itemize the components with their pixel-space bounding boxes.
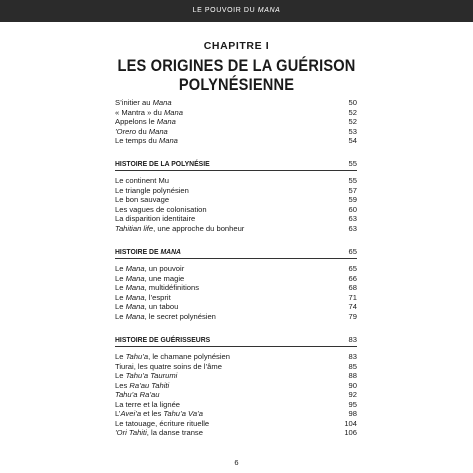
chapter-title-line-2: POLYNÉSIENNE [178,75,295,94]
running-header-text: LE POUVOIR DU [192,7,258,14]
toc-entry [115,205,357,215]
toc-entry [115,419,357,429]
toc-section-title: HISTOIRE DE MANA [115,247,181,256]
toc-section-mana [115,246,357,321]
toc-entry-title: Le tatouage, écriture rituelle [115,418,210,428]
toc-entry-page: 71 [348,292,357,302]
toc-entry-page: 74 [348,302,357,312]
toc-entry [115,98,357,108]
toc-entry [115,274,357,284]
toc-entry-title: Le Mana, l’esprit [115,292,171,302]
toc-entry [115,224,357,234]
toc-entry-page: 68 [348,283,357,293]
toc-entry-title: Le Tahu’a, le chamane polynésien [115,352,230,361]
toc-entry-page: 60 [348,204,357,214]
toc-entry [115,283,357,293]
toc-entry-title: Le Mana, le secret polynésien [115,311,216,321]
toc-entry-title: La disparition identitaire [115,214,196,224]
toc-entry-page: 52 [348,117,357,127]
toc-entry-page: 92 [348,390,357,400]
toc-entry [115,428,357,438]
toc-entry-title: Le Mana, une magie [115,273,185,283]
toc-entry-title: Le continent Mu [115,176,170,185]
toc-entry [115,136,357,146]
toc-entry-title: Appelons le Mana [115,117,176,127]
running-header [0,0,473,22]
toc-entry [115,264,357,274]
toc-section-heading [115,158,357,171]
toc-entry [115,293,357,303]
toc-entry-title: Le triangle polynésien [115,185,189,195]
toc-entry-title: « Mantra » du Mana [115,107,183,117]
toc-entry [115,371,357,381]
toc-entry-title: Le bon sauvage [115,195,170,205]
toc-entry [115,117,357,127]
toc-entry [115,362,357,372]
toc-section-polynesie [115,158,357,233]
toc-entry-title: Les vagues de colonisation [115,204,207,214]
toc-section-page: 55 [348,159,357,168]
toc-entry [115,390,357,400]
toc-entry-page: 63 [348,214,357,224]
toc-intro-list [115,98,357,146]
toc-entry [115,381,357,391]
toc-entry [115,312,357,322]
toc-section-page: 65 [348,247,357,256]
chapter-title [33,56,440,94]
toc-entry [115,400,357,410]
page-number: 6 [234,458,239,467]
toc-entry-title: Le Mana, multidéfinitions [115,283,200,293]
toc-entry [115,195,357,205]
toc-entry-page: 50 [348,98,357,107]
toc-entry-title: La terre et la lignée [115,399,181,409]
toc-entry-title: Tiurai, les quatre soins de l’âme [115,361,222,371]
toc-entry [115,186,357,196]
toc-section-title: HISTOIRE DE LA POLYNÉSIE [115,159,210,168]
toc-section-heading [115,334,357,347]
toc-entry [115,302,357,312]
toc-entry-page: 57 [348,185,357,195]
toc-entry-title: S’initier au Mana [115,98,172,107]
toc-entry [115,214,357,224]
toc-entry-page: 53 [348,126,357,136]
toc-entry-page: 95 [348,399,357,409]
toc-entry-page: 106 [344,428,357,438]
toc-entry-page: 98 [348,409,357,419]
toc-entry-title: Le Mana, un pouvoir [115,264,185,273]
toc-entry-page: 52 [348,107,357,117]
toc-entry-title: ’Ori Tahiti, la danse transe [115,428,203,438]
toc-entry-title: Les Ra’au Tahiti [115,380,170,390]
toc-entry-page: 88 [348,371,357,381]
toc-entry-page: 63 [348,223,357,233]
toc-section-title: HISTOIRE DE GUÉRISSEURS [115,335,211,344]
toc-entry-title: Le Tahu’a Taurumi [115,371,178,381]
toc-entry-title: Le temps du Mana [115,136,178,146]
chapter-title-line-1: LES ORIGINES DE LA GUÉRISON [117,56,356,75]
toc-section-heading [115,246,357,259]
toc-entry-page: 90 [348,380,357,390]
toc-entry-title: Tahu’a Ra’au [115,390,160,400]
toc-entry-title: ’Orero du Mana [115,126,168,136]
toc-entry [115,409,357,419]
toc-section-guerisseurs [115,334,357,438]
toc-entry [115,108,357,118]
toc-entry-page: 55 [348,176,357,185]
toc-entry-title: Le Mana, un tabou [115,302,179,312]
toc-entry-title: Tahitian life, une approche du bonheur [115,223,245,233]
toc-entry-page: 66 [348,273,357,283]
toc-entry-page: 83 [348,352,357,361]
toc-section-page: 83 [348,335,357,344]
toc-entry-page: 85 [348,361,357,371]
toc-entry [115,176,357,186]
running-header-emphasis: MANA [257,7,281,14]
toc-entry-title: L’Avei’a et les Tahu’a Va’a [115,409,203,419]
chapter-label: CHAPITRE I [203,40,270,52]
toc-entry-page: 59 [348,195,357,205]
toc-entry-page: 104 [344,418,357,428]
toc-entry [115,127,357,137]
toc-entry-page: 54 [348,136,357,146]
toc-entry [115,352,357,362]
toc-entry-page: 79 [348,311,357,321]
toc-entry-page: 65 [348,264,357,273]
